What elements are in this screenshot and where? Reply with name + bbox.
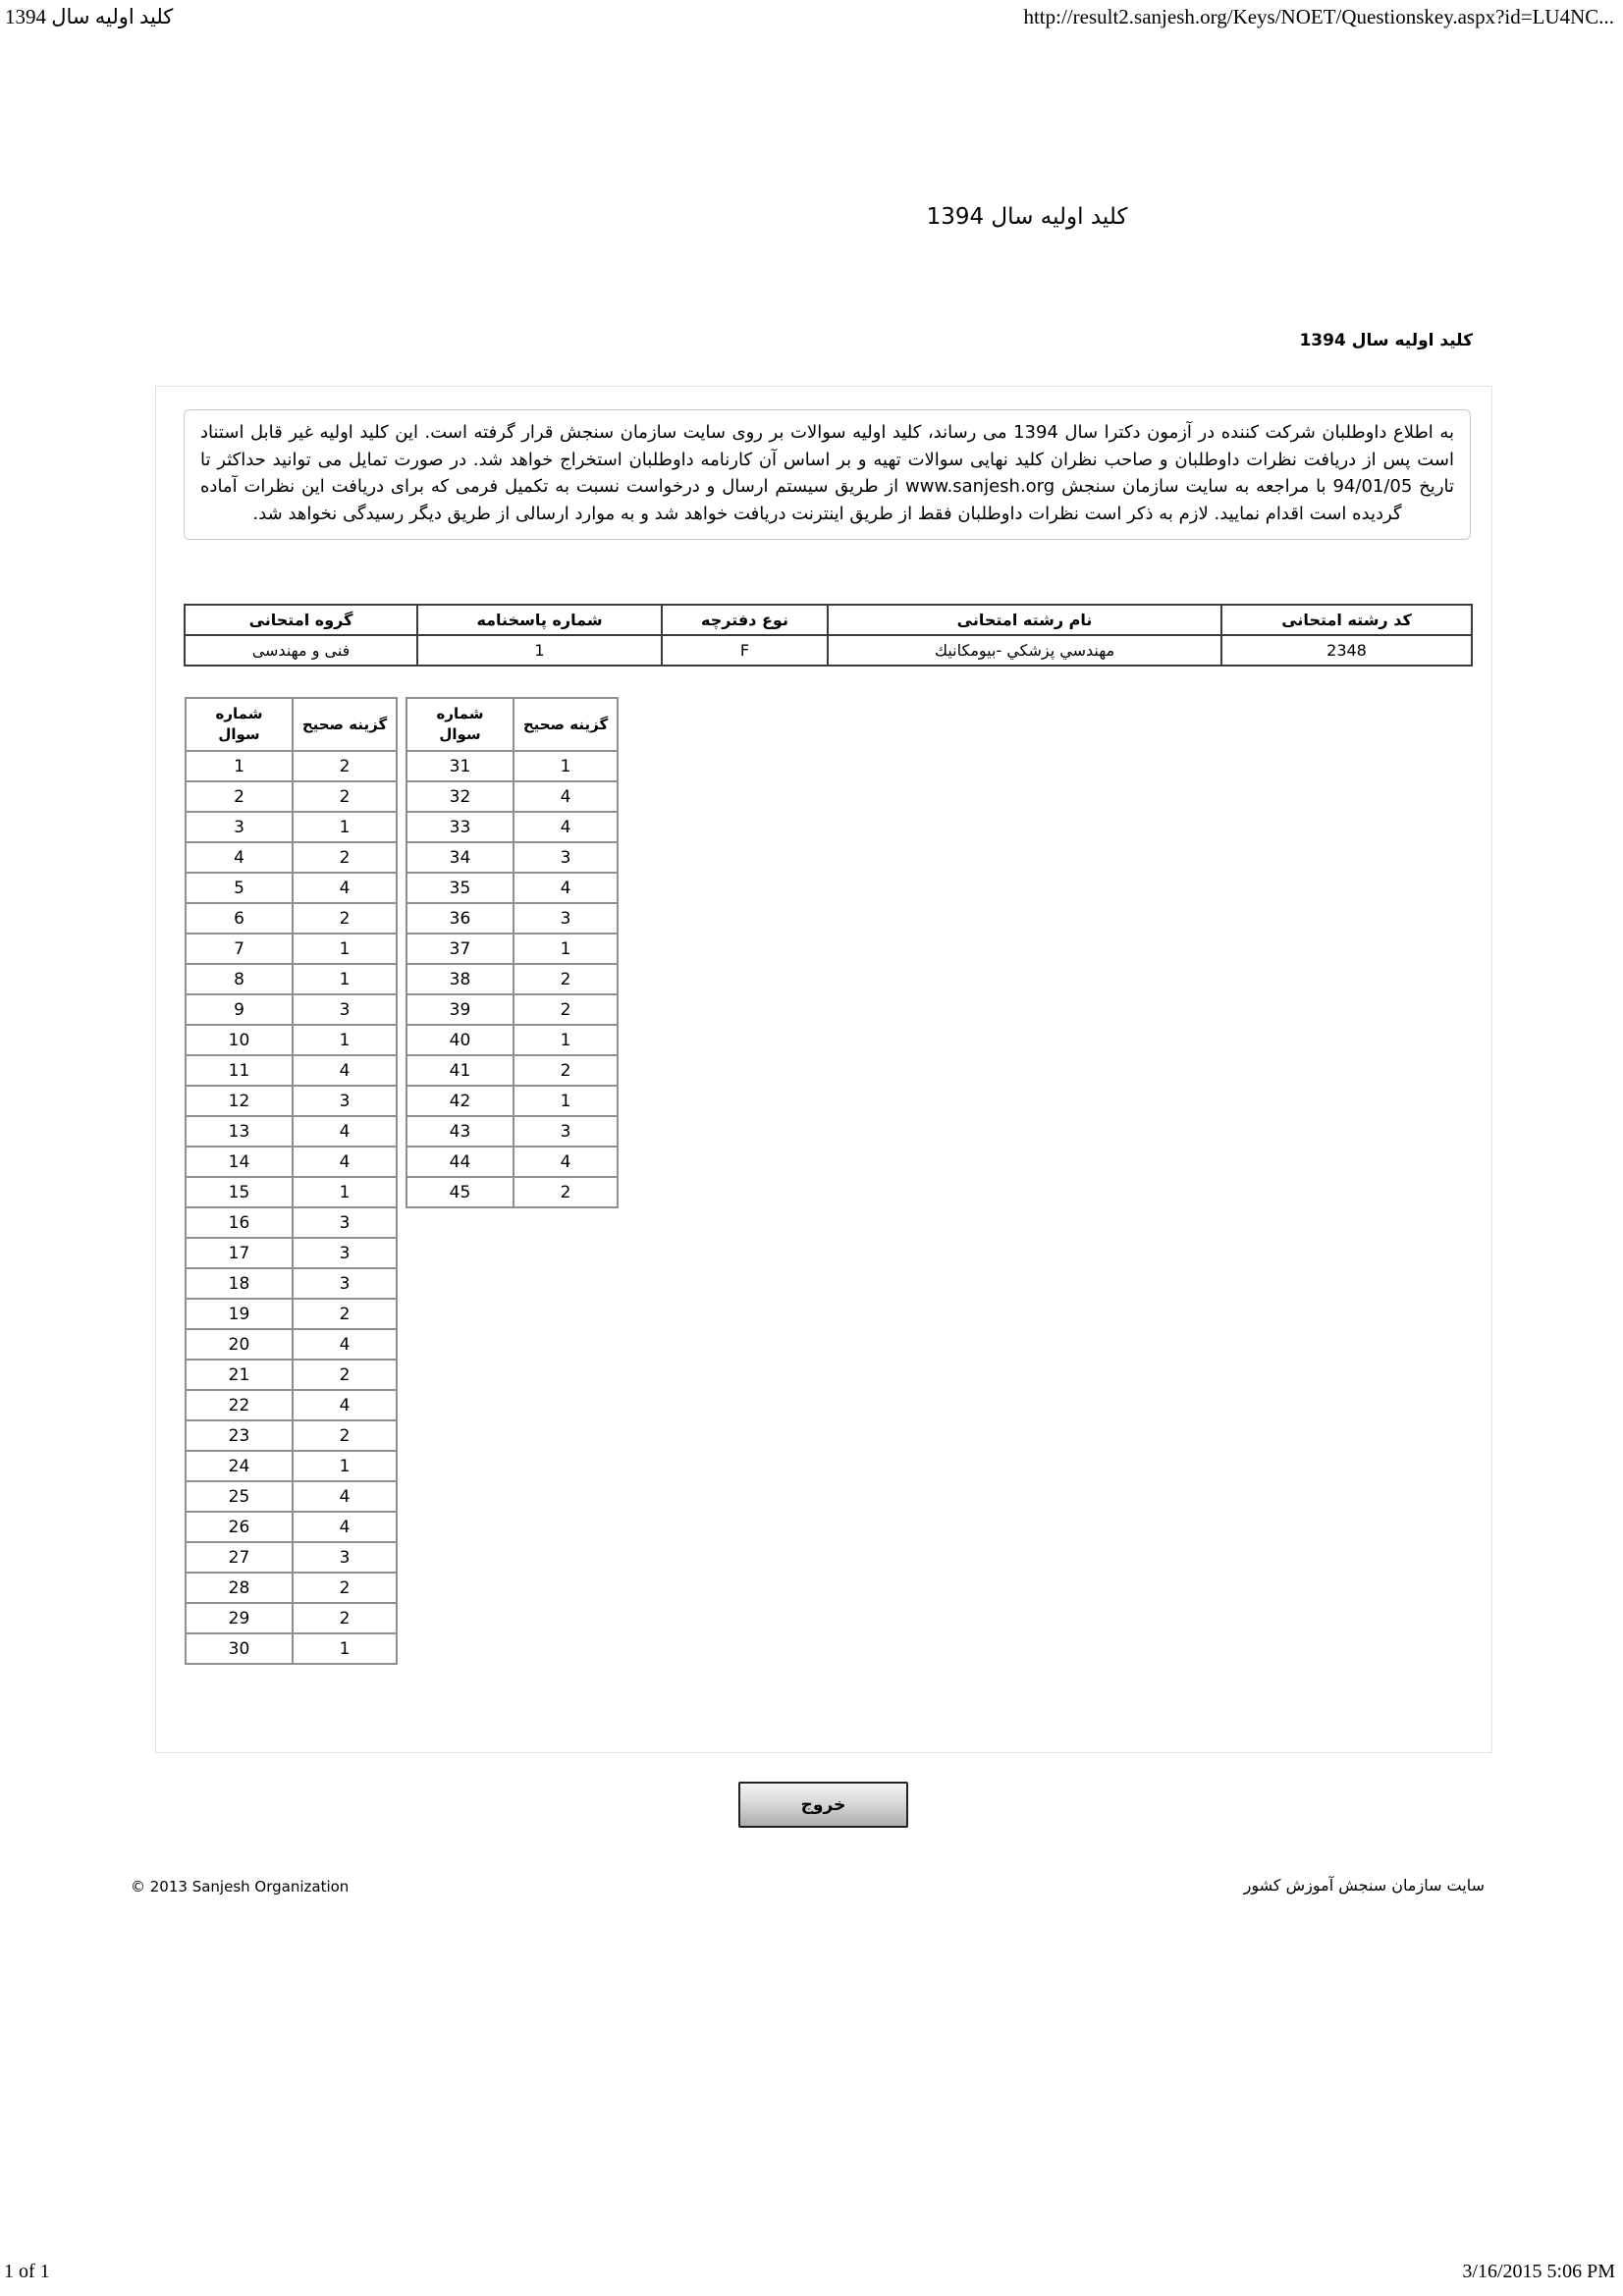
answer-key-header-row [406, 698, 618, 751]
correct-option: 2 [293, 842, 397, 873]
value-booklet-type: F [662, 635, 828, 666]
correct-option: 2 [293, 1420, 397, 1451]
question-number: 35 [406, 873, 514, 903]
question-number: 19 [186, 1299, 293, 1329]
answer-row [186, 964, 397, 994]
question-number: 17 [186, 1238, 293, 1268]
header-field-name: نام رشته امتحانی [828, 605, 1221, 635]
question-number: 27 [186, 1542, 293, 1573]
exam-info-table [184, 604, 1473, 667]
question-number: 45 [406, 1177, 514, 1207]
correct-option: 1 [293, 934, 397, 964]
correct-option: 1 [293, 964, 397, 994]
question-number: 22 [186, 1390, 293, 1420]
exam-info-value-row [185, 635, 1472, 666]
question-number: 15 [186, 1177, 293, 1207]
correct-option: 3 [293, 1542, 397, 1573]
question-number: 10 [186, 1025, 293, 1055]
question-number: 11 [186, 1055, 293, 1086]
correct-option: 4 [293, 1329, 397, 1360]
answer-row [406, 1025, 618, 1055]
answer-row [406, 934, 618, 964]
correct-option: 2 [514, 994, 618, 1025]
correct-option: 2 [293, 751, 397, 781]
answer-row [186, 1542, 397, 1573]
answer-row [186, 1451, 397, 1481]
header-question-number: شماره سوال [406, 698, 514, 751]
print-header-url: http://result2.sanjesh.org/Keys/NOET/Questionskey.aspx?id=LU4NC... [1023, 5, 1614, 28]
content-panel [155, 386, 1492, 1753]
correct-option: 4 [293, 1116, 397, 1147]
answer-row [186, 934, 397, 964]
answer-row [186, 1086, 397, 1116]
value-exam-group: فنی و مهندسی [185, 635, 417, 666]
answer-row [186, 1481, 397, 1512]
question-number: 33 [406, 812, 514, 842]
correct-option: 2 [293, 903, 397, 934]
answer-row [406, 1116, 618, 1147]
answer-row [406, 751, 618, 781]
answer-key-table-1 [185, 697, 398, 1665]
header-booklet-type: نوع دفترچه [662, 605, 828, 635]
correct-option: 1 [514, 1025, 618, 1055]
print-footer-timestamp: 3/16/2015 5:06 PM [1462, 2261, 1615, 2282]
answer-row [186, 1177, 397, 1207]
correct-option: 1 [514, 934, 618, 964]
correct-option: 1 [293, 1177, 397, 1207]
answer-row [186, 1238, 397, 1268]
answer-row [186, 1207, 397, 1238]
question-number: 9 [186, 994, 293, 1025]
correct-option: 3 [514, 1116, 618, 1147]
correct-option: 4 [514, 1147, 618, 1177]
answer-row [406, 812, 618, 842]
correct-option: 4 [514, 812, 618, 842]
answer-row [186, 781, 397, 812]
answer-row [186, 903, 397, 934]
answer-row [406, 1177, 618, 1207]
header-correct-option: گزینه صحیح [293, 698, 397, 751]
question-number: 8 [186, 964, 293, 994]
answer-row [186, 842, 397, 873]
exam-info-header-row [185, 605, 1472, 635]
question-number: 38 [406, 964, 514, 994]
answer-row [406, 964, 618, 994]
answer-row [186, 1268, 397, 1299]
correct-option: 2 [293, 1360, 397, 1390]
question-number: 1 [186, 751, 293, 781]
correct-option: 2 [514, 1055, 618, 1086]
correct-option: 1 [293, 1025, 397, 1055]
correct-option: 2 [293, 1603, 397, 1633]
correct-option: 4 [293, 1512, 397, 1542]
print-footer-page: 1 of 1 [4, 2261, 50, 2282]
question-number: 41 [406, 1055, 514, 1086]
correct-option: 4 [293, 1055, 397, 1086]
correct-option: 4 [293, 873, 397, 903]
answer-row [186, 751, 397, 781]
question-number: 36 [406, 903, 514, 934]
correct-option: 1 [293, 1451, 397, 1481]
correct-option: 3 [293, 1238, 397, 1268]
header-correct-option: گزینه صحیح [514, 698, 618, 751]
answer-row [406, 1055, 618, 1086]
question-number: 14 [186, 1147, 293, 1177]
question-number: 3 [186, 812, 293, 842]
question-number: 37 [406, 934, 514, 964]
answer-row [186, 1420, 397, 1451]
correct-option: 2 [514, 964, 618, 994]
answer-row [406, 903, 618, 934]
answer-row [186, 1573, 397, 1603]
answer-row [406, 873, 618, 903]
correct-option: 2 [514, 1177, 618, 1207]
answer-row [186, 1055, 397, 1086]
header-question-number: شماره سوال [186, 698, 293, 751]
question-number: 21 [186, 1360, 293, 1390]
correct-option: 4 [514, 873, 618, 903]
correct-option: 4 [514, 781, 618, 812]
correct-option: 4 [293, 1481, 397, 1512]
correct-option: 1 [514, 751, 618, 781]
question-number: 23 [186, 1420, 293, 1451]
question-number: 13 [186, 1116, 293, 1147]
header-answersheet-number: شماره پاسخنامه [417, 605, 662, 635]
question-number: 31 [406, 751, 514, 781]
question-number: 26 [186, 1512, 293, 1542]
answer-row [186, 812, 397, 842]
correct-option: 4 [293, 1390, 397, 1420]
answer-row [186, 1025, 397, 1055]
page-title: کلید اولیه سال 1394 [926, 204, 1128, 230]
correct-option: 2 [293, 1299, 397, 1329]
question-number: 16 [186, 1207, 293, 1238]
question-number: 18 [186, 1268, 293, 1299]
answer-row [186, 1603, 397, 1633]
answer-row [406, 842, 618, 873]
question-number: 30 [186, 1633, 293, 1664]
correct-option: 2 [293, 781, 397, 812]
exit-button[interactable]: خروج [738, 1782, 908, 1828]
correct-option: 1 [514, 1086, 618, 1116]
correct-option: 3 [293, 1207, 397, 1238]
value-answersheet-number: 1 [417, 635, 662, 666]
answer-row [186, 1116, 397, 1147]
answer-row [406, 781, 618, 812]
question-number: 29 [186, 1603, 293, 1633]
correct-option: 4 [293, 1147, 397, 1177]
question-number: 34 [406, 842, 514, 873]
answer-row [186, 1512, 397, 1542]
answer-row [186, 873, 397, 903]
correct-option: 3 [293, 1268, 397, 1299]
question-number: 42 [406, 1086, 514, 1116]
header-field-code: کد رشته امتحانی [1221, 605, 1472, 635]
question-number: 2 [186, 781, 293, 812]
answer-row [406, 1147, 618, 1177]
answer-row [186, 1360, 397, 1390]
footer-site-name: سایت سازمان سنجش آموزش کشور [1243, 1876, 1485, 1895]
answer-row [186, 1147, 397, 1177]
question-number: 44 [406, 1147, 514, 1177]
answer-key-header-row [186, 698, 397, 751]
answer-row [406, 1086, 618, 1116]
question-number: 5 [186, 873, 293, 903]
question-number: 12 [186, 1086, 293, 1116]
question-number: 32 [406, 781, 514, 812]
answer-row [186, 1633, 397, 1664]
print-header-title: کلید اولیه سال 1394 [5, 5, 174, 28]
answer-row [406, 994, 618, 1025]
question-number: 40 [406, 1025, 514, 1055]
question-number: 24 [186, 1451, 293, 1481]
question-number: 4 [186, 842, 293, 873]
correct-option: 3 [293, 994, 397, 1025]
value-field-code: 2348 [1221, 635, 1472, 666]
answer-row [186, 1390, 397, 1420]
correct-option: 3 [514, 903, 618, 934]
answer-row [186, 994, 397, 1025]
question-number: 43 [406, 1116, 514, 1147]
answer-row [186, 1329, 397, 1360]
question-number: 20 [186, 1329, 293, 1360]
correct-option: 3 [293, 1086, 397, 1116]
correct-option: 3 [514, 842, 618, 873]
value-field-name: مهندسي پزشكي -بيومكانيك [828, 635, 1221, 666]
correct-option: 2 [293, 1573, 397, 1603]
header-exam-group: گروه امتحانی [185, 605, 417, 635]
question-number: 6 [186, 903, 293, 934]
notice-text: به اطلاع داوطلبان شرکت کننده در آزمون دکترا سال 1394 می رساند، کلید اولیه سوالات بر روی سایت سازمان سنجش قرار گرفته است. این کلید اولیه غیر قابل استناد است پس از دریافت نظرات داوطلبان و صاحب نظران کلید نهایی سوالات تهیه و بر اساس آن کارنامه داوطلبان استخراج خواهد شد. در صورت تمایل می توانید حداکثر تا تاریخ 94/01/05 با مراجعه به سایت سازمان سنجش www.sanjesh.org از طریق سیستم ارسال و درخواست نسبت به تکمیل فرمی که برای دریافت این نظرات آماده گردیده است اقدام نمایید. لازم به ذکر است نظرات داوطلبان فقط از طریق اینترنت دریافت خواهد شد و به موارد ارسالی از طریق دیگر رسیدگی نخواهد شد. [184, 409, 1471, 540]
question-number: 25 [186, 1481, 293, 1512]
correct-option: 1 [293, 1633, 397, 1664]
question-number: 28 [186, 1573, 293, 1603]
question-number: 39 [406, 994, 514, 1025]
answer-key-table-2 [406, 697, 619, 1208]
answer-key-section [185, 697, 619, 1665]
section-title: کلید اولیه سال 1394 [1299, 331, 1473, 350]
footer-copyright: © 2013 Sanjesh Organization [131, 1878, 350, 1896]
question-number: 7 [186, 934, 293, 964]
answer-row [186, 1299, 397, 1329]
correct-option: 1 [293, 812, 397, 842]
